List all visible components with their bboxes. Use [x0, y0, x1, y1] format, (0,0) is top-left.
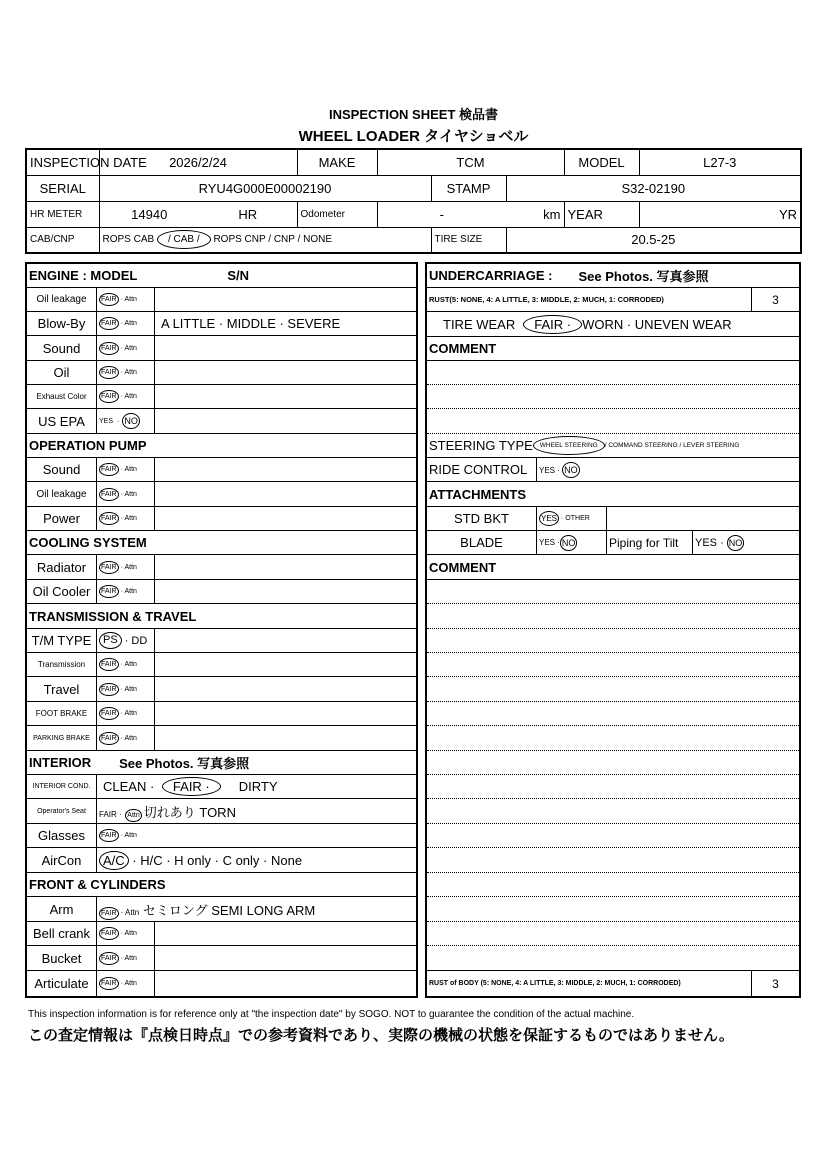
attn-option: · Attn [120, 907, 140, 917]
no-circle: NO [560, 535, 578, 551]
attn-option: · Attn [120, 832, 137, 839]
fair-circle: FAIR [99, 952, 119, 965]
fair-circle: FAIR [99, 585, 119, 598]
steering-options: / COMMAND STEERING / LEVER STEERING [604, 442, 740, 449]
seat-value: 切れあり TORN [143, 804, 236, 820]
attn-option: · Attn [120, 393, 137, 400]
fair-circle: FAIR [99, 293, 119, 306]
right-panel [425, 262, 801, 998]
row-label: Oil leakage [27, 288, 97, 311]
attn-option: · Attn [120, 710, 137, 717]
attn-option: · Attn [120, 466, 137, 473]
row-label: Bell crank [27, 922, 97, 945]
rops-cnp: ROPS CNP [213, 234, 266, 246]
attn-option: · Attn [120, 954, 137, 962]
comment-line [427, 726, 799, 751]
fair-circle: FAIR [99, 927, 119, 940]
fair-circle: FAIR [99, 732, 119, 745]
fair-circle: FAIR [99, 512, 119, 525]
attn-option: · Attn [120, 588, 137, 595]
footer-japanese: この査定情報は『点検日時点』での参考資料であり、実際の機械の状態を保証するものではありません。 [28, 1027, 734, 1044]
row-label: Arm [27, 897, 97, 921]
comment-line [427, 897, 799, 922]
make-value: TCM [377, 149, 564, 175]
row-label: AirCon [27, 848, 97, 872]
comment-line [427, 702, 799, 726]
row-label: Oil leakage [27, 482, 97, 506]
pump-oil-leakage-row [27, 482, 416, 507]
wheel-steering-selected: WHEEL STEERING [533, 436, 605, 455]
rust-value: 3 [772, 292, 779, 307]
see-photos: See Photos. 写真参照 [119, 756, 250, 771]
dd-option: · DD [124, 634, 148, 647]
row-label: Sound [27, 458, 97, 481]
pump-sound-row [27, 458, 416, 482]
us-epa-row: US EPA YES · NO [27, 409, 416, 434]
cab-label: CAB/CNP [26, 227, 99, 253]
tire-size-label: TIRE SIZE [431, 227, 506, 253]
stamp-value: S32-02190 [506, 175, 801, 201]
ride-control-label: RIDE CONTROL [427, 458, 537, 481]
row-label: Travel [27, 677, 97, 701]
left-panel [25, 262, 418, 998]
model-label: MODEL [564, 149, 639, 175]
rust-label: RUST(5: NONE, 4: A LITTLE, 3: MIDDLE, 2: MUCH, 1: CORRODED) [427, 288, 752, 311]
attn-option: · Attn [120, 980, 137, 987]
no-circle: NO [562, 462, 580, 478]
rust-body-label: RUST of BODY (5: NONE, 4: A LITTLE, 3: MIDDLE, 2: MUCH, 1: CORRODED) [427, 971, 752, 996]
attachments-header: ATTACHMENTS [427, 482, 799, 507]
attn-option: · Attn [120, 490, 137, 498]
fair-circle: FAIR [99, 561, 119, 574]
fair-circle: FAIR [99, 658, 119, 671]
see-photos: See Photos. 写真参照 [578, 269, 709, 284]
other-option: · OTHER [561, 515, 590, 522]
comment-line [427, 361, 799, 385]
cooling-header: COOLING SYSTEM [27, 531, 416, 555]
attn-option: · Attn [120, 296, 137, 303]
radiator-row [27, 555, 416, 580]
inspection-date: 2026/2/24 [99, 149, 297, 175]
undercarriage-header [427, 264, 799, 288]
comment-line [427, 922, 799, 946]
operation-pump-header: OPERATION PUMP [27, 434, 416, 458]
interior-cond-row [27, 775, 416, 799]
blade-label: BLADE [427, 531, 537, 554]
row-label: Blow-By [27, 312, 97, 335]
front-header: FRONT & CYLINDERS [27, 873, 416, 897]
comment-line [427, 751, 799, 775]
comment-line [427, 824, 799, 848]
comment-line [427, 385, 799, 409]
glasses-row [27, 824, 416, 848]
make-label: MAKE [297, 149, 377, 175]
row-label: Transmission [27, 653, 97, 676]
travel-row [27, 677, 416, 702]
aircon-row [27, 848, 416, 873]
comment-line [427, 604, 799, 629]
header-table [25, 148, 802, 254]
engine-title: ENGINE : MODEL [29, 268, 138, 283]
comment-line [427, 580, 799, 604]
row-label: FOOT BRAKE [27, 702, 97, 725]
cnp: / CNP / [268, 234, 301, 246]
operator-seat-row [27, 799, 416, 824]
attn-option: · Attn [120, 344, 137, 352]
cab-none: NONE [303, 234, 333, 246]
ps-circle: PS [99, 632, 122, 649]
fair-circle: FAIR [99, 829, 119, 842]
arm-value: セミロング SEMI LONG ARM [142, 902, 316, 918]
yes-option: YES [99, 417, 114, 425]
comment2-header: COMMENT [427, 555, 799, 580]
interior-cond-options [97, 777, 278, 796]
fair-circle: FAIR [99, 488, 119, 501]
blowby-row [27, 312, 416, 336]
tire-wear-label: TIRE WEAR [443, 316, 516, 332]
row-label: Operator's Seat [27, 799, 97, 823]
row-label: Articulate [27, 971, 97, 996]
comment-header: COMMENT [427, 337, 799, 361]
comment-line [427, 653, 799, 677]
tm-type-row [27, 629, 416, 653]
no-circle: NO [122, 413, 140, 429]
fair-selected: FAIR · [162, 777, 221, 796]
fair-circle: FAIR [99, 707, 119, 720]
fair-circle: FAIR [99, 317, 119, 330]
row-label: Oil [27, 361, 97, 384]
fair-circle: FAIR [99, 683, 119, 696]
hr-unit: HR [199, 201, 297, 227]
yes-option: YES · [539, 538, 560, 547]
yes-option: YES · [539, 465, 560, 475]
attn-option: · Attn [120, 563, 137, 571]
ride-control-row [427, 458, 799, 482]
sheet-title: INSPECTION SHEET 検品書 [328, 107, 499, 122]
articulate-row [27, 971, 416, 996]
fair-circle: FAIR [99, 366, 119, 379]
row-label: US EPA [27, 409, 97, 433]
comment-line [427, 677, 799, 702]
row-label: Exhaust Color [27, 385, 97, 408]
row-label: Glasses [27, 824, 97, 847]
fair-circle: FAIR [99, 907, 119, 920]
odometer-value: - [377, 201, 506, 227]
tire-wear-row [427, 312, 799, 337]
serial-value: RYU4G000E00002190 [99, 175, 431, 201]
hr-meter-label: HR METER [26, 201, 99, 227]
yr-unit: YR [639, 201, 801, 227]
parking-brake-row [27, 726, 416, 751]
transmission-row [27, 653, 416, 677]
engine-header [27, 264, 416, 288]
rust-row [427, 288, 799, 312]
attn-option: · Attn [120, 515, 137, 522]
oil-row [27, 361, 416, 385]
worn-options: WORN · UNEVEN WEAR [582, 316, 732, 332]
std-bkt-label: STD BKT [427, 507, 537, 530]
blade-row [427, 531, 799, 555]
undercarriage-title: UNDERCARRIAGE : [429, 268, 553, 283]
interior-header [27, 751, 416, 775]
piping-label: Piping for Tilt [607, 531, 693, 554]
fair-circle: FAIR [99, 463, 119, 476]
model-value: L27-3 [639, 149, 801, 175]
sheet-subtitle: WHEEL LOADER タイヤショベル [298, 128, 529, 145]
steering-label: STEERING TYPE [429, 438, 533, 453]
fair-circle: FAIR [99, 342, 119, 355]
attn-option: · Attn [120, 930, 137, 937]
cab-selected: / CAB / [157, 230, 211, 249]
tire-size-value: 20.5-25 [506, 227, 801, 253]
row-label: Radiator [27, 555, 97, 579]
rust-body-row [427, 971, 799, 996]
row-label: Oil Cooler [27, 580, 97, 603]
oil-cooler-row [27, 580, 416, 604]
piping-no-circle: NO [727, 535, 745, 551]
yes-circle: YES [539, 511, 559, 526]
comment-line [427, 946, 799, 971]
serial-label: SERIAL [26, 175, 99, 201]
foot-brake-row [27, 702, 416, 726]
footer-english: This inspection information is for reference only at "the inspection date" by SOGO. NOT to guarantee the condition of the actual machine. [28, 1009, 635, 1020]
comment-line [427, 848, 799, 873]
sn-label: S/N [227, 268, 250, 283]
row-label: INTERIOR COND. [27, 775, 97, 798]
hr-meter-value: 14940 [99, 201, 199, 227]
std-bkt-row [427, 507, 799, 531]
cab-options [99, 227, 431, 253]
attn-option: · Attn [120, 685, 137, 693]
arm-row [27, 897, 416, 922]
fair-circle: FAIR [99, 977, 119, 990]
fair-selected: FAIR · [523, 315, 582, 334]
row-label: Sound [27, 336, 97, 360]
comment-line [427, 799, 799, 824]
attn-option: · Attn [120, 661, 137, 668]
row-label: Power [27, 507, 97, 530]
dirty-option: DIRTY [238, 779, 278, 794]
blowby-value: A LITTLE · MIDDLE · SEVERE [161, 316, 341, 331]
power-row [27, 507, 416, 531]
steering-row [427, 434, 799, 458]
transmission-header: TRANSMISSION & TRAVEL [27, 604, 416, 629]
rust-body-value: 3 [772, 976, 779, 991]
aircon-options: · H/C · H only · C only · None [132, 852, 303, 868]
attn-option: · Attn [120, 320, 137, 327]
clean-option: CLEAN · [103, 779, 155, 794]
sound-row [27, 336, 416, 361]
exhaust-row [27, 385, 416, 409]
oil-leakage-row [27, 288, 416, 312]
comment-line [427, 409, 799, 434]
attn-circle: Attn [125, 809, 141, 822]
km-unit: km [506, 201, 564, 227]
ac-selected: A/C [99, 851, 129, 870]
bell-crank-row [27, 922, 416, 946]
odometer-label: Odometer [297, 201, 377, 227]
piping-yes: YES · [695, 536, 724, 549]
inspection-date-label: INSPECTION DATE [26, 149, 99, 175]
stamp-label: STAMP [431, 175, 506, 201]
row-label: Bucket [27, 946, 97, 970]
bucket-row [27, 946, 416, 971]
interior-title: INTERIOR [29, 755, 92, 770]
attn-option: · Attn [120, 369, 137, 376]
comment-line [427, 775, 799, 799]
rops-cab: ROPS CAB [102, 234, 155, 246]
comment-line [427, 873, 799, 897]
fair-option: FAIR · [99, 809, 122, 819]
fair-circle: FAIR [99, 390, 119, 403]
row-label: PARKING BRAKE [27, 726, 97, 750]
year-label: YEAR [564, 201, 639, 227]
attn-option: · Attn [120, 734, 137, 742]
row-label: T/M TYPE [27, 629, 97, 652]
comment-line [427, 629, 799, 653]
